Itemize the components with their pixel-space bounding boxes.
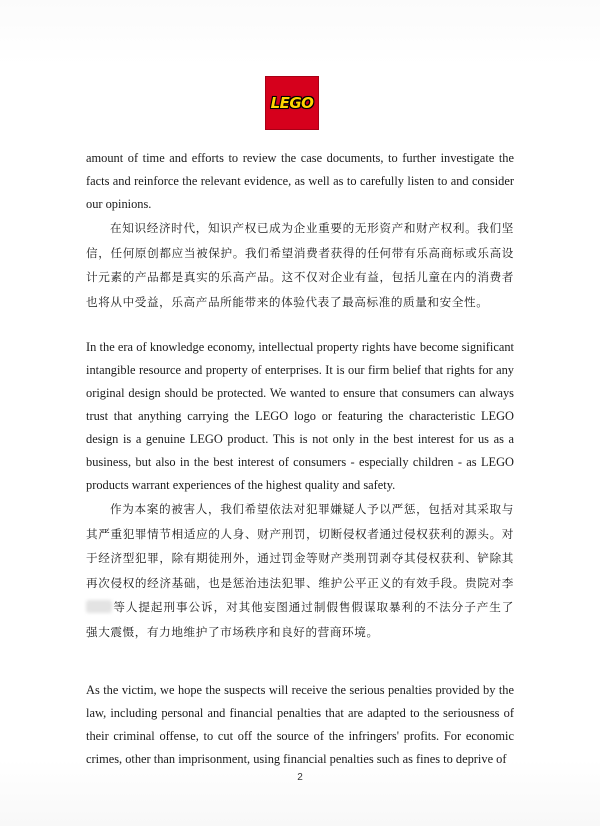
paragraph-victim-english: As the victim, we hope the suspects will receive the serious penalties provided by the law, including personal and financial penalties that are adapted to the seriousness of their criminal offense, to cut off the source of the infringers' profits. For economic crimes, other than imprisonment, using financial penalties such as fines to deprive of	[86, 683, 514, 766]
lego-logo	[265, 76, 319, 130]
redacted-name	[86, 600, 112, 613]
victim-chinese-text-before: 作为本案的被害人，我们希望依法对犯罪嫌疑人予以严惩，包括对其采取与其严重犯罪情节相适应的人身、财产刑罚，切断侵权者通过侵权获利的源头。对于经济型犯罪，除有期徒刑外，通过罚金等财产类刑罚剥夺其侵权获利、铲除其再次侵权的经济基础，也是惩治违法犯罪、维护公平正义的有效手段。贵院对李	[86, 502, 514, 590]
paragraph-victim-chinese	[86, 497, 514, 644]
paragraph-ip-chinese: 在知识经济时代，知识产权已成为企业重要的无形资产和财产权利。我们坚信，任何原创都应当被保护。我们希望消费者获得的任何带有乐高商标或乐高设计元素的产品都是真实的乐高产品。这不仅对企业有益，包括儿童在内的消费者也将从中受益，乐高产品所能带来的体验代表了最高标准的质量和安全性。	[86, 221, 514, 309]
paragraph-review-opinions: amount of time and efforts to review the case documents, to further investigate the facts and reinforce the relevant evidence, as well as to carefully listen to and consider our opinions.	[86, 151, 514, 211]
victim-chinese-text-after: 等人提起刑事公诉，对其他妄图通过制假售假谋取暴利的不法分子产生了强大震慑，有力地维护了市场秩序和良好的营商环境。	[86, 600, 514, 639]
lego-logo-text: LEGO	[270, 94, 314, 112]
paragraph-ip-english: In the era of knowledge economy, intellectual property rights have become significant intangible resource and property of enterprises. It is our firm belief that rights for any original design should be protected. We wanted to ensure that consumers can always trust that anything carrying the LEGO logo or featuring the characteristic LEGO design is a genuine LEGO product. This is not only in the best interest for us as a business, but also in the best interest of consumers - especially children - as LEGO products warrant experiences of the highest quality and safety.	[86, 340, 514, 492]
page-number: 2	[297, 772, 303, 783]
